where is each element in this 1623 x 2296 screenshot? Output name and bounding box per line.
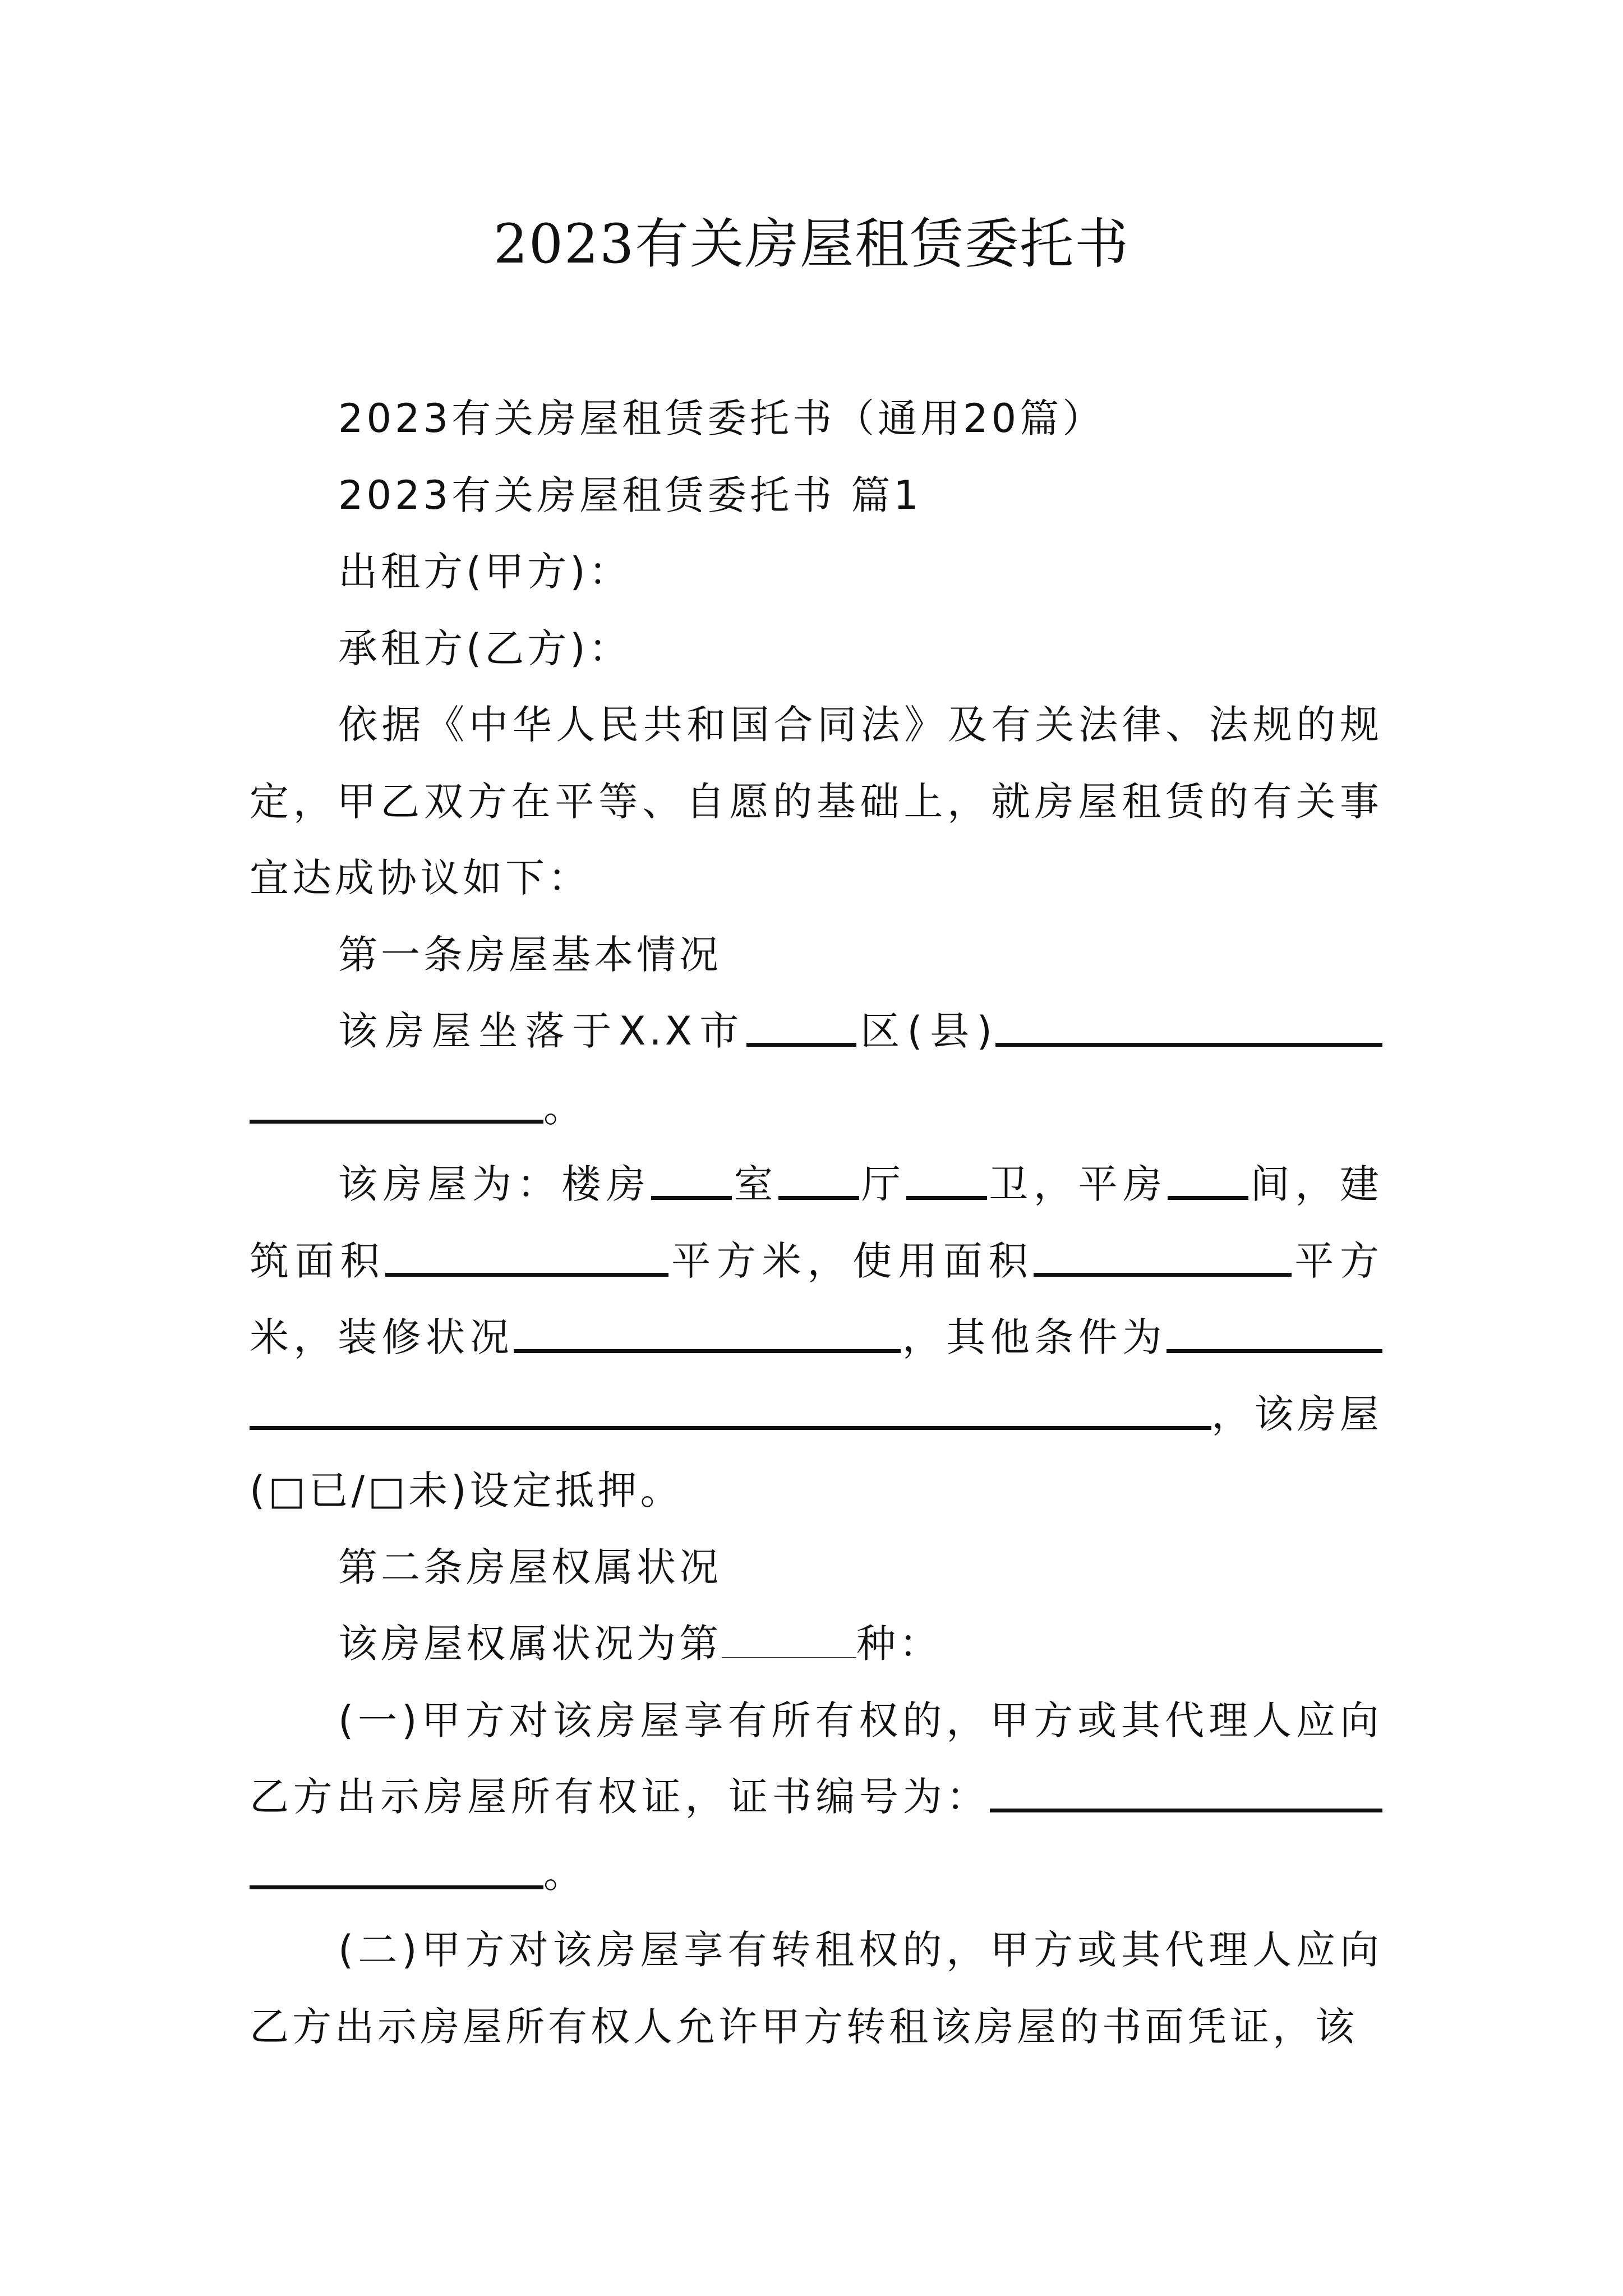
location-text-b: 区(县): [856, 1008, 995, 1054]
rooms-blank: [651, 1162, 732, 1200]
kind-text-b: 种：: [856, 1621, 942, 1667]
document-title: 2023有关房屋租赁委托书: [493, 213, 1130, 275]
district-blank: [746, 1009, 856, 1047]
building-area-blank: [385, 1239, 668, 1277]
address-blank-2: [250, 1086, 543, 1124]
house-type-text-a: 该房屋为：楼房: [338, 1161, 651, 1207]
decoration-blank: [514, 1315, 901, 1353]
article-2-heading: 第二条房屋权属状况: [338, 1544, 722, 1590]
address-blank-1: [995, 1009, 1382, 1047]
article-1-house-type: [250, 1146, 1382, 1529]
location-end: 。: [543, 1084, 586, 1131]
item-1-text: (一)甲方对该房屋享有所有权的，甲方或其代理人应向乙方出示房屋所有权证，证书编号为：: [250, 1697, 1382, 1820]
article-1-location: [250, 993, 1382, 1146]
article-1-heading: 第一条房屋基本情况: [338, 931, 722, 978]
house-type-text-b: 室: [731, 1161, 779, 1207]
house-type-text-h: ，其他条件为: [901, 1314, 1167, 1360]
halls-blank: [778, 1162, 859, 1200]
baths-blank: [906, 1162, 987, 1200]
house-type-text-f: 平方米，使用面积: [668, 1237, 1034, 1284]
house-type-text-i: ，该房屋(□已/□未)设定抵押。: [250, 1391, 1382, 1513]
house-type-text-d: 卫，平房: [986, 1161, 1168, 1207]
lessee-line: 承租方(乙方)：: [338, 625, 631, 671]
kind-text-a: 该房屋权属状况为第: [338, 1621, 722, 1667]
article-2-item-1: [250, 1682, 1382, 1912]
document-body: [250, 380, 1382, 2065]
lessor-line: 出租方(甲方)：: [338, 549, 631, 595]
usable-area-blank: [1034, 1239, 1292, 1277]
article-2-kind: [250, 1605, 1382, 1682]
house-type-text-c: 厅: [859, 1161, 906, 1207]
article-2-item-2: (二)甲方对该房屋享有转租权的，甲方或其代理人应向乙方出示房屋所有权人允许甲方转租该房屋的书面凭证，该: [250, 1927, 1382, 2050]
subtitle-line: 2023有关房屋租赁委托书（通用20篇）: [338, 395, 1105, 441]
other-conditions-blank-1: [1166, 1315, 1382, 1353]
house-type-text-g: 平方米，装修状况: [250, 1237, 1383, 1360]
bungalow-rooms-blank: [1168, 1162, 1248, 1200]
item-1-end: 。: [543, 1850, 586, 1897]
section-heading: 2023有关房屋租赁委托书 篇1: [338, 472, 922, 518]
certificate-number-blank-2: [250, 1852, 543, 1889]
other-conditions-blank-2: [250, 1392, 1211, 1430]
location-text-a: 该房屋坐落于X.X市: [338, 1008, 746, 1054]
certificate-number-blank-1: [990, 1775, 1382, 1812]
kind-blank: [722, 1626, 856, 1658]
preamble-paragraph: 依据《中华人民共和国合同法》及有关法律、法规的规定，甲乙双方在平等、自愿的基础上，就房屋租赁的有关事宜达成协议如下：: [250, 702, 1382, 901]
house-type-text-e: 间，建筑面积: [250, 1161, 1383, 1284]
